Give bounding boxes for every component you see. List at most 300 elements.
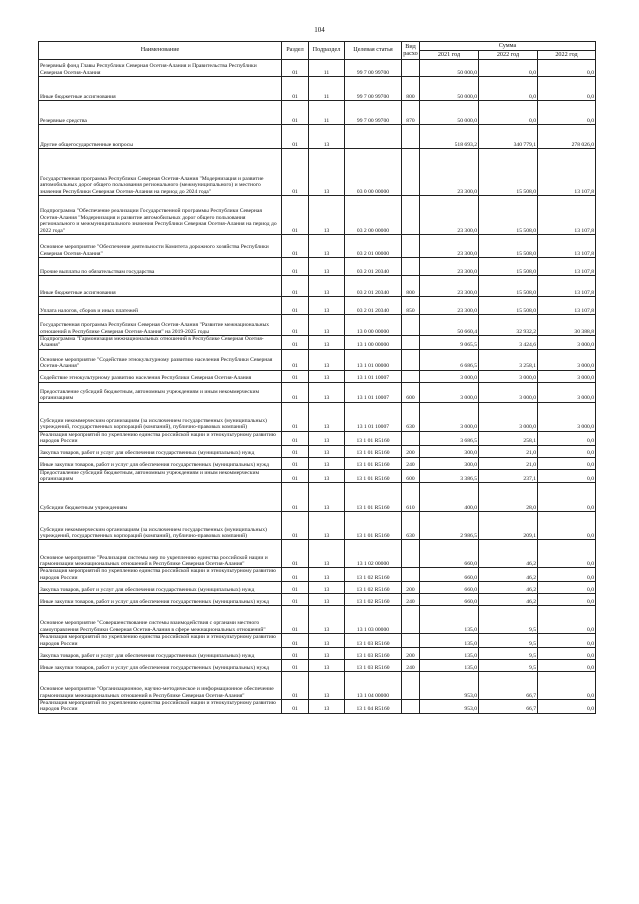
row-amount-2021: 50 000,0 bbox=[420, 77, 479, 101]
row-podrazdel: 13 bbox=[309, 382, 345, 402]
row-razdel: 01 bbox=[282, 700, 309, 714]
row-article: 13 1 01 10007 bbox=[345, 370, 402, 382]
row-amount-2021: 50 660,4 bbox=[420, 315, 479, 336]
row-article: 13 1 04 R5160 bbox=[345, 700, 402, 714]
page-number: 104 bbox=[314, 26, 325, 34]
row-article: 13 1 00 00000 bbox=[345, 336, 402, 350]
row-name: Предоставление субсидий бюджетным, автономным учреждениям и иным некоммерческим организациям bbox=[39, 382, 282, 402]
row-article: 03 2 01 20340 bbox=[345, 258, 402, 276]
table-row bbox=[39, 469, 596, 483]
row-amount-2023: 0,0 bbox=[538, 568, 596, 582]
row-amount-2021: 3 386,5 bbox=[420, 469, 479, 483]
row-name: Основное мероприятие "Реализация системы мер по укреплению единства российской нации и гармонизации межнациональных отношений в Республике Северная Осетия-Алания" bbox=[39, 540, 282, 568]
row-podrazdel: 13 bbox=[309, 402, 345, 431]
row-razdel: 01 bbox=[282, 512, 309, 540]
row-podrazdel: 13 bbox=[309, 582, 345, 594]
table-row bbox=[39, 648, 596, 660]
row-vid: 630 bbox=[402, 402, 420, 431]
row-article: 13 1 03 R5160 bbox=[345, 660, 402, 672]
row-razdel: 01 bbox=[282, 336, 309, 350]
row-amount-2022: 0,0 bbox=[479, 77, 538, 101]
row-article: 03 0 00 00000 bbox=[345, 149, 402, 196]
row-name: Субсидии некоммерческим организациям (за исключением государственных (муниципальных) учреждений, государственных корпораций (компаний), публично-правовых компаний) bbox=[39, 402, 282, 431]
table-row bbox=[39, 483, 596, 512]
row-amount-2021: 23 300,0 bbox=[420, 196, 479, 235]
row-article: 99 7 00 99700 bbox=[345, 101, 402, 125]
row-name: Закупка товаров, работ и услуг для обеспечения государственных (муниципальных) нужд bbox=[39, 648, 282, 660]
row-amount-2023: 0,0 bbox=[538, 606, 596, 634]
row-amount-2022: 21,0 bbox=[479, 445, 538, 457]
row-podrazdel: 11 bbox=[309, 101, 345, 125]
row-amount-2023: 13 107,8 bbox=[538, 196, 596, 235]
row-article: 13 1 03 00000 bbox=[345, 606, 402, 634]
table-row bbox=[39, 540, 596, 568]
table-row bbox=[39, 457, 596, 469]
row-vid: 200 bbox=[402, 445, 420, 457]
row-name: Прочие выплаты по обязательствам государства bbox=[39, 258, 282, 276]
row-razdel: 01 bbox=[282, 382, 309, 402]
row-amount-2022: 209,1 bbox=[479, 512, 538, 540]
row-razdel: 01 bbox=[282, 370, 309, 382]
row-razdel: 01 bbox=[282, 582, 309, 594]
row-name: Уплата налогов, сборов и иных платежей bbox=[39, 297, 282, 315]
row-article: 99 7 00 99700 bbox=[345, 77, 402, 101]
row-amount-2021: 3 000,0 bbox=[420, 370, 479, 382]
row-vid: 610 bbox=[402, 483, 420, 512]
row-razdel: 01 bbox=[282, 196, 309, 235]
table-row bbox=[39, 315, 596, 336]
row-amount-2023: 0,0 bbox=[538, 457, 596, 469]
row-razdel: 01 bbox=[282, 469, 309, 483]
row-amount-2023: 278 026,0 bbox=[538, 125, 596, 149]
table-row bbox=[39, 60, 596, 77]
row-razdel: 01 bbox=[282, 445, 309, 457]
table-row bbox=[39, 700, 596, 714]
row-article: 13 1 01 00000 bbox=[345, 349, 402, 370]
row-podrazdel: 13 bbox=[309, 276, 345, 297]
row-amount-2022: 9,5 bbox=[479, 660, 538, 672]
row-name: Основное мероприятие "Организационное, научно-методическое и информационное обеспечение гармонизации межнациональных отношений в Республике Северная Осетия-Алания" bbox=[39, 672, 282, 700]
row-amount-2022: 15 508,0 bbox=[479, 276, 538, 297]
row-amount-2022: 15 508,0 bbox=[479, 196, 538, 235]
table-row bbox=[39, 660, 596, 672]
table-row bbox=[39, 149, 596, 196]
row-razdel: 01 bbox=[282, 660, 309, 672]
row-article: 03 2 01 00000 bbox=[345, 235, 402, 258]
row-amount-2022: 21,0 bbox=[479, 457, 538, 469]
row-name: Другие общегосударственные вопросы bbox=[39, 125, 282, 149]
row-vid: 800 bbox=[402, 77, 420, 101]
table-row bbox=[39, 297, 596, 315]
row-article: 99 7 00 99700 bbox=[345, 60, 402, 77]
row-razdel: 01 bbox=[282, 235, 309, 258]
row-amount-2023: 0,0 bbox=[538, 672, 596, 700]
row-vid bbox=[402, 60, 420, 77]
row-razdel: 01 bbox=[282, 315, 309, 336]
row-razdel: 01 bbox=[282, 149, 309, 196]
header-vid-line2: расхо bbox=[403, 49, 418, 57]
row-amount-2022: 66,7 bbox=[479, 700, 538, 714]
row-amount-2023: 0,0 bbox=[538, 469, 596, 483]
row-vid bbox=[402, 235, 420, 258]
row-vid bbox=[402, 700, 420, 714]
row-amount-2022: 46,2 bbox=[479, 582, 538, 594]
row-amount-2021: 400,0 bbox=[420, 483, 479, 512]
row-amount-2022: 9,5 bbox=[479, 634, 538, 648]
row-amount-2023: 0,0 bbox=[538, 634, 596, 648]
row-podrazdel: 13 bbox=[309, 336, 345, 350]
row-name: Резервные средства bbox=[39, 101, 282, 125]
row-podrazdel: 13 bbox=[309, 483, 345, 512]
row-amount-2023: 0,0 bbox=[538, 660, 596, 672]
row-article: 13 1 01 R5160 bbox=[345, 431, 402, 445]
row-amount-2023: 0,0 bbox=[538, 60, 596, 77]
row-name: Предоставление субсидий бюджетным, автономным учреждениям и иным некоммерческим организациям bbox=[39, 469, 282, 483]
row-amount-2021: 6 686,5 bbox=[420, 349, 479, 370]
row-podrazdel: 13 bbox=[309, 606, 345, 634]
row-amount-2021: 300,0 bbox=[420, 445, 479, 457]
row-amount-2022: 9,5 bbox=[479, 648, 538, 660]
row-name: Субсидии некоммерческим организациям (за исключением государственных (муниципальных) учреждений, государственных корпораций (компаний), публично-правовых компаний) bbox=[39, 512, 282, 540]
row-amount-2021: 23 300,0 bbox=[420, 276, 479, 297]
row-name: Субсидии бюджетным учреждениям bbox=[39, 483, 282, 512]
table-row bbox=[39, 431, 596, 445]
row-podrazdel: 13 bbox=[309, 457, 345, 469]
row-amount-2023: 0,0 bbox=[538, 648, 596, 660]
row-name: Основное мероприятие "Содействие этнокультурному развитию населения Республики Северная Осетия-Алания" bbox=[39, 349, 282, 370]
row-amount-2021: 3 000,0 bbox=[420, 382, 479, 402]
row-razdel: 01 bbox=[282, 297, 309, 315]
row-amount-2021: 50 000,0 bbox=[420, 60, 479, 77]
row-podrazdel: 13 bbox=[309, 315, 345, 336]
row-amount-2023: 0,0 bbox=[538, 700, 596, 714]
row-amount-2021: 518 693,2 bbox=[420, 125, 479, 149]
row-amount-2023: 0,0 bbox=[538, 594, 596, 606]
row-amount-2022: 46,2 bbox=[479, 568, 538, 582]
table-row bbox=[39, 101, 596, 125]
header-sum: Сумма bbox=[420, 42, 596, 51]
row-vid bbox=[402, 370, 420, 382]
row-vid bbox=[402, 149, 420, 196]
row-amount-2021: 3 686,5 bbox=[420, 431, 479, 445]
row-podrazdel: 13 bbox=[309, 235, 345, 258]
row-amount-2022: 258,1 bbox=[479, 431, 538, 445]
row-razdel: 01 bbox=[282, 402, 309, 431]
row-podrazdel: 13 bbox=[309, 445, 345, 457]
row-vid bbox=[402, 672, 420, 700]
row-razdel: 01 bbox=[282, 540, 309, 568]
row-vid: 600 bbox=[402, 382, 420, 402]
table-row bbox=[39, 606, 596, 634]
row-article: 03 2 00 00000 bbox=[345, 196, 402, 235]
row-vid bbox=[402, 196, 420, 235]
row-razdel: 01 bbox=[282, 672, 309, 700]
row-vid: 870 bbox=[402, 101, 420, 125]
table-row bbox=[39, 568, 596, 582]
row-razdel: 01 bbox=[282, 568, 309, 582]
row-podrazdel: 13 bbox=[309, 349, 345, 370]
row-vid: 200 bbox=[402, 582, 420, 594]
row-name: Государственная программа Республики Северная Осетия-Алания "Развитие межнациональных отношений в Республике Северная Осетия-Алания" на 2019-2025 годы bbox=[39, 315, 282, 336]
row-podrazdel: 13 bbox=[309, 125, 345, 149]
row-amount-2021: 23 300,0 bbox=[420, 235, 479, 258]
table-row bbox=[39, 382, 596, 402]
budget-table bbox=[38, 41, 596, 714]
row-vid: 240 bbox=[402, 457, 420, 469]
table-header bbox=[39, 42, 596, 60]
row-podrazdel: 13 bbox=[309, 660, 345, 672]
row-amount-2022: 15 508,0 bbox=[479, 149, 538, 196]
row-amount-2021: 135,0 bbox=[420, 606, 479, 634]
row-vid bbox=[402, 568, 420, 582]
row-razdel: 01 bbox=[282, 483, 309, 512]
row-amount-2021: 660,0 bbox=[420, 568, 479, 582]
row-vid bbox=[402, 315, 420, 336]
row-name: Реализация мероприятий по укреплению единства российской нации и этнокультурному развитию народов России bbox=[39, 700, 282, 714]
row-amount-2022: 0,0 bbox=[479, 101, 538, 125]
row-razdel: 01 bbox=[282, 457, 309, 469]
row-razdel: 01 bbox=[282, 431, 309, 445]
row-amount-2022: 3 000,0 bbox=[479, 382, 538, 402]
row-vid bbox=[402, 540, 420, 568]
row-vid: 200 bbox=[402, 648, 420, 660]
row-razdel: 01 bbox=[282, 606, 309, 634]
row-podrazdel: 13 bbox=[309, 568, 345, 582]
row-podrazdel: 13 bbox=[309, 540, 345, 568]
row-amount-2022: 15 508,0 bbox=[479, 297, 538, 315]
table-row bbox=[39, 125, 596, 149]
row-article: 13 1 02 00000 bbox=[345, 540, 402, 568]
row-article: 13 1 01 R5160 bbox=[345, 469, 402, 483]
table-row bbox=[39, 582, 596, 594]
row-amount-2021: 135,0 bbox=[420, 660, 479, 672]
row-amount-2022: 15 508,0 bbox=[479, 258, 538, 276]
header-podrazdel: Подраздел bbox=[309, 42, 345, 60]
row-amount-2023: 13 107,8 bbox=[538, 258, 596, 276]
row-article: 13 1 04 00000 bbox=[345, 672, 402, 700]
table-row bbox=[39, 402, 596, 431]
row-article: 03 2 01 20340 bbox=[345, 297, 402, 315]
row-vid bbox=[402, 349, 420, 370]
row-amount-2021: 3 000,0 bbox=[420, 402, 479, 431]
row-name: Закупка товаров, работ и услуг для обеспечения государственных (муниципальных) нужд bbox=[39, 445, 282, 457]
row-name: Иные закупки товаров, работ и услуг для обеспечения государственных (муниципальных) нужд bbox=[39, 457, 282, 469]
row-razdel: 01 bbox=[282, 648, 309, 660]
row-amount-2023: 0,0 bbox=[538, 483, 596, 512]
row-name: Реализация мероприятий по укреплению единства российской нации и этнокультурному развитию народов России bbox=[39, 634, 282, 648]
row-name: Основное мероприятие "Обеспечение деятельности Комитета дорожного хозяйства Республики Северная Осетия-Алания" bbox=[39, 235, 282, 258]
row-name: Основное мероприятие "Совершенствование системы взаимодействия с органами местного самоуправления Республики Северная Осетия-Алания в сфере межнациональных отношений" bbox=[39, 606, 282, 634]
row-amount-2023: 3 000,0 bbox=[538, 336, 596, 350]
row-amount-2021: 953,0 bbox=[420, 672, 479, 700]
row-article: 13 1 01 R5160 bbox=[345, 483, 402, 512]
row-amount-2023: 3 000,0 bbox=[538, 370, 596, 382]
row-amount-2021: 135,0 bbox=[420, 648, 479, 660]
row-article: 13 1 01 R5160 bbox=[345, 512, 402, 540]
header-article: Целевая статья bbox=[345, 42, 402, 60]
row-name: Реализация мероприятий по укреплению единства российской нации и этнокультурному развитию народов России bbox=[39, 431, 282, 445]
row-amount-2022: 0,0 bbox=[479, 60, 538, 77]
row-vid: 240 bbox=[402, 594, 420, 606]
row-amount-2021: 23 300,0 bbox=[420, 149, 479, 196]
row-podrazdel: 13 bbox=[309, 149, 345, 196]
row-amount-2022: 46,2 bbox=[479, 594, 538, 606]
row-article: 13 0 00 00000 bbox=[345, 315, 402, 336]
row-podrazdel: 11 bbox=[309, 60, 345, 77]
row-amount-2022: 3 000,0 bbox=[479, 402, 538, 431]
row-vid bbox=[402, 336, 420, 350]
row-amount-2021: 50 000,0 bbox=[420, 101, 479, 125]
row-amount-2022: 66,7 bbox=[479, 672, 538, 700]
table-row bbox=[39, 512, 596, 540]
row-name: Резервный фонд Главы Республики Северная Осетия-Алания и Правительства Республики Северная Осетия-Алания bbox=[39, 60, 282, 77]
row-vid: 630 bbox=[402, 512, 420, 540]
row-amount-2023: 13 107,8 bbox=[538, 235, 596, 258]
row-vid bbox=[402, 634, 420, 648]
row-name: Иные бюджетные ассигнования bbox=[39, 77, 282, 101]
row-amount-2021: 135,0 bbox=[420, 634, 479, 648]
row-razdel: 01 bbox=[282, 634, 309, 648]
table-body bbox=[39, 60, 596, 714]
table-row bbox=[39, 77, 596, 101]
row-name: Содействие этнокультурному развитию населения Республики Северная Осетия-Алания bbox=[39, 370, 282, 382]
row-amount-2021: 953,0 bbox=[420, 700, 479, 714]
header-vid-line1: Вид bbox=[405, 43, 416, 51]
row-article: 13 1 01 10007 bbox=[345, 382, 402, 402]
row-name: Иные бюджетные ассигнования bbox=[39, 276, 282, 297]
row-razdel: 01 bbox=[282, 349, 309, 370]
row-amount-2023: 0,0 bbox=[538, 540, 596, 568]
row-amount-2023: 0,0 bbox=[538, 445, 596, 457]
row-amount-2023: 13 107,8 bbox=[538, 149, 596, 196]
row-podrazdel: 13 bbox=[309, 297, 345, 315]
row-amount-2022: 3 424,6 bbox=[479, 336, 538, 350]
row-vid: 850 bbox=[402, 297, 420, 315]
row-article: 13 1 01 R5160 bbox=[345, 457, 402, 469]
row-vid: 600 bbox=[402, 469, 420, 483]
row-podrazdel: 13 bbox=[309, 431, 345, 445]
header-vid bbox=[402, 42, 420, 60]
row-article: 13 1 01 R5160 bbox=[345, 445, 402, 457]
row-amount-2022: 15 508,0 bbox=[479, 235, 538, 258]
row-amount-2022: 9,5 bbox=[479, 606, 538, 634]
row-article: 13 1 02 R5160 bbox=[345, 582, 402, 594]
table-row bbox=[39, 594, 596, 606]
header-razdel: Раздел bbox=[282, 42, 309, 60]
row-vid bbox=[402, 431, 420, 445]
table-row bbox=[39, 258, 596, 276]
row-name: Иные закупки товаров, работ и услуг для обеспечения государственных (муниципальных) нужд bbox=[39, 594, 282, 606]
row-vid: 800 bbox=[402, 276, 420, 297]
row-amount-2021: 2 986,5 bbox=[420, 512, 479, 540]
row-amount-2023: 3 000,0 bbox=[538, 382, 596, 402]
row-name: Закупка товаров, работ и услуг для обеспечения государственных (муниципальных) нужд bbox=[39, 582, 282, 594]
row-amount-2022: 3 000,0 bbox=[479, 370, 538, 382]
row-podrazdel: 13 bbox=[309, 258, 345, 276]
row-podrazdel: 13 bbox=[309, 370, 345, 382]
row-amount-2023: 3 000,0 bbox=[538, 349, 596, 370]
header-name: Наименование bbox=[39, 42, 282, 60]
row-article: 03 2 01 20340 bbox=[345, 276, 402, 297]
row-podrazdel: 13 bbox=[309, 469, 345, 483]
row-podrazdel: 13 bbox=[309, 648, 345, 660]
row-name: Подпрограмма "Обеспечение реализации Государственной программы Республики Северная Осетия-Алания "Модернизация и развитие автомобильных дорог общего пользования регионального и межмуниципального значения Республики Северная Осетия-Алания на период до 2022 года" bbox=[39, 196, 282, 235]
row-razdel: 01 bbox=[282, 77, 309, 101]
row-amount-2021: 300,0 bbox=[420, 457, 479, 469]
row-name: Подпрограмма "Гармонизация межнациональных отношений в Республике Северная Осетия-Алания" bbox=[39, 336, 282, 350]
row-vid: 240 bbox=[402, 660, 420, 672]
row-razdel: 01 bbox=[282, 276, 309, 297]
table-row bbox=[39, 349, 596, 370]
row-amount-2023: 0,0 bbox=[538, 101, 596, 125]
table-row bbox=[39, 634, 596, 648]
row-vid bbox=[402, 258, 420, 276]
row-amount-2022: 32 932,2 bbox=[479, 315, 538, 336]
table-row bbox=[39, 276, 596, 297]
row-name: Реализация мероприятий по укреплению единства российской нации и этнокультурному развитию народов России bbox=[39, 568, 282, 582]
row-podrazdel: 11 bbox=[309, 77, 345, 101]
row-amount-2023: 3 000,0 bbox=[538, 402, 596, 431]
row-article: 13 1 02 R5160 bbox=[345, 594, 402, 606]
row-vid bbox=[402, 606, 420, 634]
row-amount-2022: 237,1 bbox=[479, 469, 538, 483]
row-amount-2022: 46,2 bbox=[479, 540, 538, 568]
row-amount-2023: 13 107,8 bbox=[538, 297, 596, 315]
row-amount-2023: 13 107,8 bbox=[538, 276, 596, 297]
row-amount-2021: 23 300,0 bbox=[420, 258, 479, 276]
table-row bbox=[39, 235, 596, 258]
header-year-1: 2021 год bbox=[420, 51, 479, 60]
row-podrazdel: 13 bbox=[309, 634, 345, 648]
row-amount-2023: 0,0 bbox=[538, 512, 596, 540]
row-podrazdel: 13 bbox=[309, 672, 345, 700]
row-razdel: 01 bbox=[282, 125, 309, 149]
table-row bbox=[39, 336, 596, 350]
row-razdel: 01 bbox=[282, 594, 309, 606]
row-amount-2023: 30 388,8 bbox=[538, 315, 596, 336]
row-amount-2021: 660,0 bbox=[420, 540, 479, 568]
row-razdel: 01 bbox=[282, 258, 309, 276]
row-razdel: 01 bbox=[282, 101, 309, 125]
row-razdel: 01 bbox=[282, 60, 309, 77]
header-year-2: 2022 год bbox=[479, 51, 538, 60]
row-name: Иные закупки товаров, работ и услуг для обеспечения государственных (муниципальных) нужд bbox=[39, 660, 282, 672]
row-amount-2021: 9 065,5 bbox=[420, 336, 479, 350]
row-name: Государственная программа Республики Северная Осетия-Алания "Модернизация и развитие автомобильных дорог общего пользования регионального (межмуниципального) и местного значения Республики Северная Осетия-Алания на период до 2024 года" bbox=[39, 149, 282, 196]
row-amount-2023: 0,0 bbox=[538, 77, 596, 101]
row-amount-2022: 3 258,1 bbox=[479, 349, 538, 370]
row-amount-2021: 23 300,0 bbox=[420, 297, 479, 315]
row-podrazdel: 13 bbox=[309, 700, 345, 714]
row-vid bbox=[402, 125, 420, 149]
row-article: 13 1 03 R5160 bbox=[345, 634, 402, 648]
row-amount-2021: 660,0 bbox=[420, 582, 479, 594]
row-article: 13 1 03 R5160 bbox=[345, 648, 402, 660]
table-row bbox=[39, 196, 596, 235]
row-article: 13 1 01 10007 bbox=[345, 402, 402, 431]
table-row bbox=[39, 445, 596, 457]
row-amount-2021: 660,0 bbox=[420, 594, 479, 606]
header-year-3: 2022 год bbox=[538, 51, 596, 60]
row-amount-2022: 340 779,1 bbox=[479, 125, 538, 149]
row-amount-2022: 28,0 bbox=[479, 483, 538, 512]
row-podrazdel: 13 bbox=[309, 594, 345, 606]
row-podrazdel: 13 bbox=[309, 196, 345, 235]
row-podrazdel: 13 bbox=[309, 512, 345, 540]
table-row bbox=[39, 370, 596, 382]
row-article bbox=[345, 125, 402, 149]
row-amount-2023: 0,0 bbox=[538, 582, 596, 594]
